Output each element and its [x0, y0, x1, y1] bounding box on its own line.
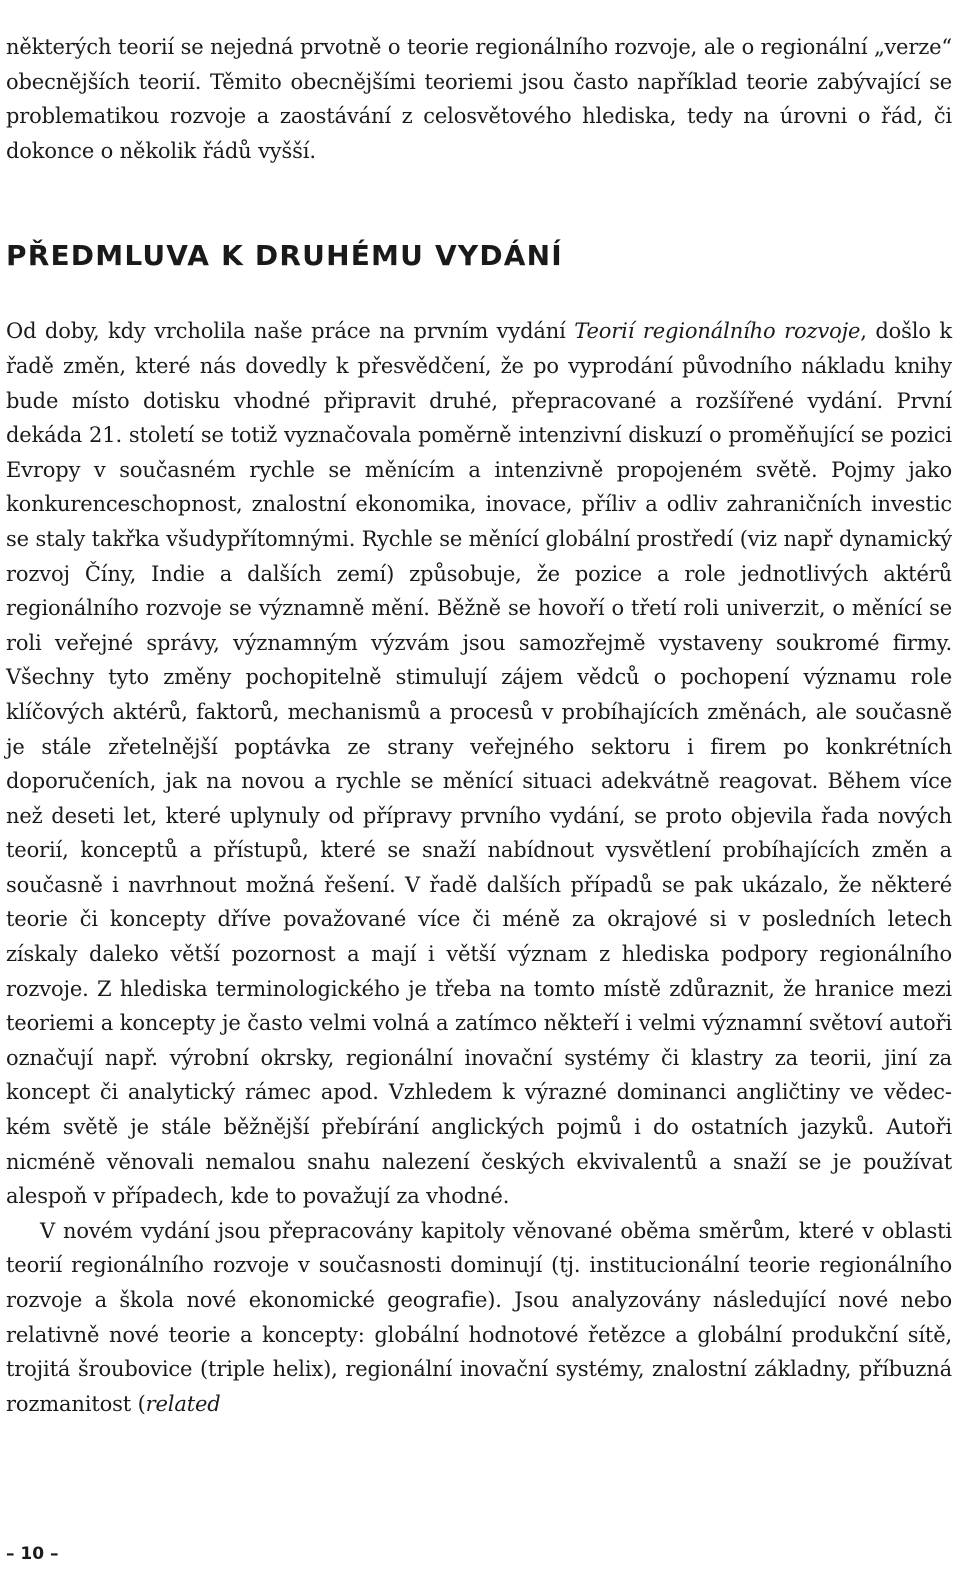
intro-paragraph: některých teorií se nejedná prvotně o teorie regionálního rozvoje, ale o regionální „verze“ obecnějších teorií. Těmito obecnějšími teoriemi jsou často například teorie zabývající se problematikou rozvoje a zaostávání z celosvětového hlediska, tedy na úrovni o řád, či dokonce o několik řádů vyšší.	[6, 35, 952, 163]
paragraph-2	[6, 1214, 952, 1422]
page-number: – 10 –	[6, 1544, 59, 1564]
paragraph-1	[6, 314, 952, 1213]
section-heading: PŘEDMLUVA K DRUHÉMU VYDÁNÍ	[6, 239, 563, 273]
book-title: Teorií regionálního rozvoje	[574, 319, 861, 344]
paragraph-2-start: V novém vydání jsou přepracovány kapitoly věnované oběma směrům, které v oblasti teorií regionálního rozvoje v současnosti dominují (tj. institucionální teorie regionálního rozvoje a škola nové ekonomické geografie). Jsou analyzovány následující nové nebo relativně nové teorie a koncepty: globální hodnotové řetězce a globální produkční sítě, trojitá šroubovice (triple helix), regionální inovační systémy, znalostní základny, příbuzná rozmanitost (	[6, 1218, 952, 1416]
paragraph-2-italic: related	[145, 1391, 221, 1416]
paragraph-1-rest: , došlo k řadě změn, které nás dovedly k přesvědčení, že po vyprodání původního nákladu knihy bude místo dotisku vhodné připravit druhé, přepracované a rozšířené vydání. První dekáda 21. století se totiž vyznačovala poměrně intenzivní diskuzí o proměňující se pozici Evropy v současném rychle se měnícím a intenzivně propojeném světě. Pojmy jako konkurenceschopnost, znalostní ekonomika, inovace, příliv a odliv zahraničních investic se staly takřka všudypřítomnými. Rychle se měnící globální prostředí (viz např dynamický rozvoj Číny, Indie a dalších zemí) způsobuje, že pozice a role jednotlivých aktérů regionálního rozvoje se významně mění. Běžně se hovoří o třetí roli univerzit, o měnící se roli veřejné správy, významným výzvám jsou samozřejmě vystaveny soukromé firmy. Všechny tyto změny pochopitelně stimulují zájem vědců o pochopení významu role klíčových aktérů, faktorů, mechanismů a procesů v probíhajících změnách, ale současně je stále zřetelnější poptávka ze strany veřejného sektoru i firem po konkrétních doporučeních, jak na novou a rychle se měnící situaci adekvátně reagovat. Během více než deseti let, které uplynuly od přípravy prvního vydání, se proto objevila řada nových teorií, konceptů a přístupů, které se snaží nabídnout vysvětlení probíhajících změn a současně i navrhnout možná řešení. V řadě dalších případů se pak ukázalo, že některé teorie či koncepty dříve považované více či méně za okrajové si v posledních letech získaly daleko větší pozornost a mají i větší význam z hlediska podpory regionálního rozvoje. Z hlediska terminologického je třeba na tomto místě zdůraznit, že hranice mezi teoriemi a koncepty je často velmi volná a zatímco někteří i velmi významní světoví autoři označují např. výrobní okrsky, regionální inovační systémy či klastry za teorii, jiní za koncept či analytický rámec apod. Vzhledem k výrazné dominanci angličtiny ve vědeckém světě je stále běžnější přebírání anglických pojmů i do ostatních jazyků. Autoři nicméně věnovali nemalou snahu nalezení českých ekvivalentů a snaží se je používat alespoň v případech, kde to považují za vhodné.	[6, 319, 952, 1209]
page-content	[6, 0, 952, 1421]
paragraph-1-start: Od doby, kdy vrcholila naše práce na prvním vydání	[6, 319, 575, 344]
